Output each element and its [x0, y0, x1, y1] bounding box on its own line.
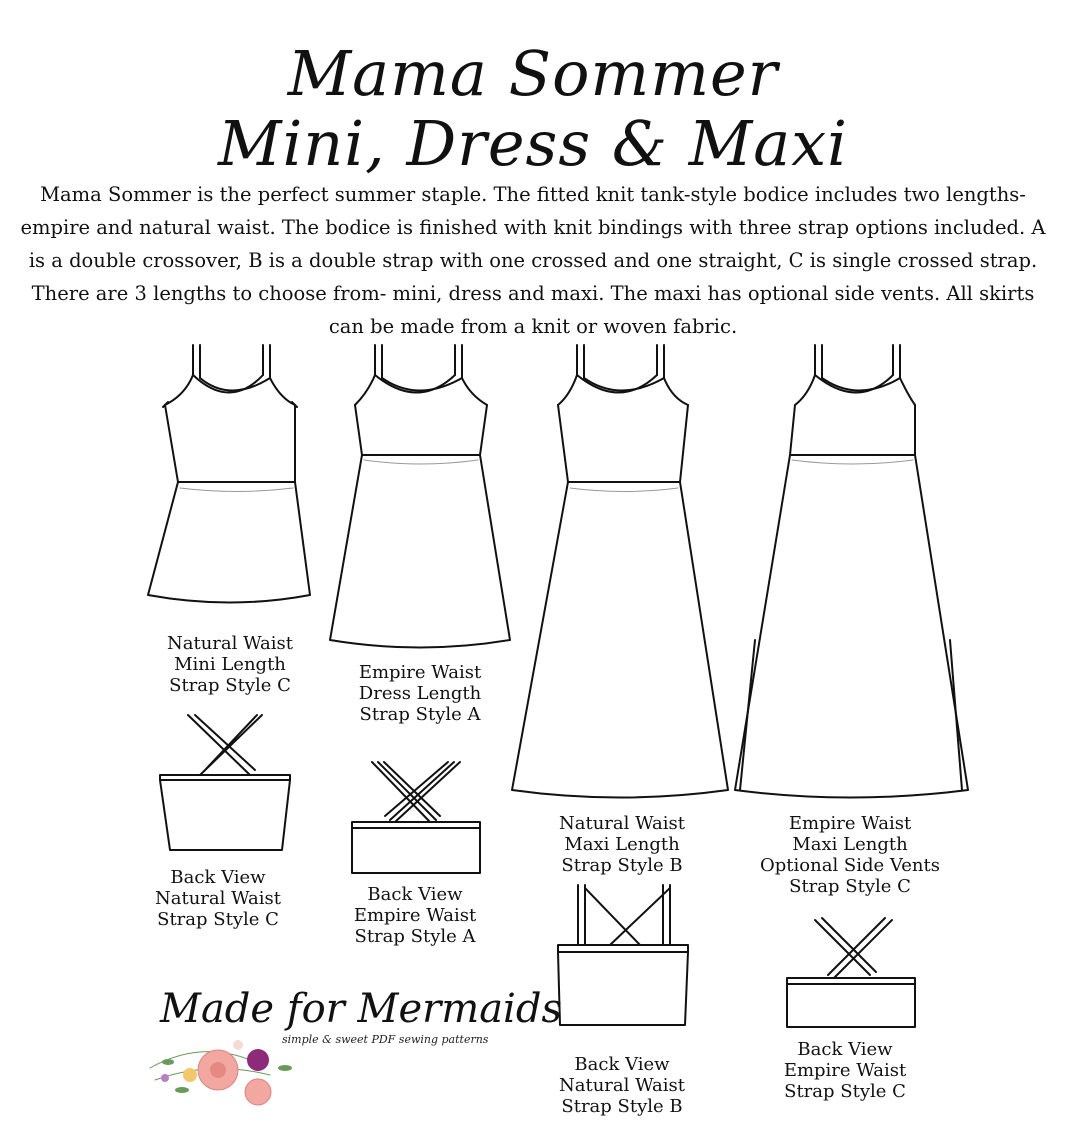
- page-title: Mama Sommer: [287, 37, 779, 110]
- maxi-natural-drawing: [512, 345, 728, 798]
- label-line: Back View: [367, 884, 463, 905]
- back-natural-c-drawing: [160, 715, 290, 850]
- label-back-natural-c: [133, 867, 303, 930]
- label-line: Empire Waist: [783, 1060, 907, 1081]
- dress-empire-drawing: [330, 345, 510, 648]
- label-back-natural-b: [537, 1054, 707, 1117]
- label-line: Empire Waist: [358, 662, 482, 683]
- label-line: Maxi Length: [792, 834, 908, 855]
- brand-tagline: simple & sweet PDF sewing patterns: [282, 1033, 489, 1046]
- label-line: Strap Style C: [789, 876, 911, 897]
- label-line: Strap Style C: [169, 675, 291, 696]
- label-line: Strap Style B: [561, 855, 683, 876]
- brand-logo-name: Made for Mermaids: [160, 986, 562, 1032]
- label-line: Natural Waist: [558, 1075, 686, 1096]
- label-line: Empire Waist: [788, 813, 912, 834]
- flower-bouquet-icon: [150, 1040, 292, 1105]
- label-line: Natural Waist: [166, 633, 294, 654]
- back-natural-b-drawing: [558, 885, 688, 1025]
- page-subtitle: Mini, Dress & Maxi: [217, 107, 848, 180]
- label-line: Back View: [170, 867, 266, 888]
- label-back-empire-c: [760, 1039, 930, 1102]
- label-line: Strap Style A: [359, 704, 481, 725]
- pattern-description: Mama Sommer is the perfect summer staple. The fitted knit tank-style bodice includes two lengths- empire and natural waist. The bodice is finished with knit bindings with three strap options included. A is a double crossover, B is a double strap with one crossed and one straight, C is single crossed strap. There are 3 lengths to choose from- mini, dress and maxi. The maxi has optional side vents. All skirts can be made from a knit or woven fabric.: [20, 183, 1046, 338]
- label-line: Maxi Length: [564, 834, 680, 855]
- label-dress-front: [335, 662, 505, 725]
- maxi-empire-drawing: [735, 345, 968, 798]
- label-line: Back View: [574, 1054, 670, 1075]
- label-maxi-natural-front: [537, 813, 707, 876]
- label-line: Natural Waist: [558, 813, 686, 834]
- label-line: Back View: [797, 1039, 893, 1060]
- label-mini-front: [145, 633, 315, 696]
- mini-dress-drawing: [148, 345, 310, 603]
- label-line: Optional Side Vents: [760, 855, 940, 876]
- label-line: Strap Style C: [157, 909, 279, 930]
- label-line: Strap Style C: [784, 1081, 906, 1102]
- label-line: Mini Length: [174, 654, 286, 675]
- label-line: Strap Style B: [561, 1096, 683, 1117]
- label-line: Strap Style A: [354, 926, 476, 947]
- label-maxi-empire-front: [750, 813, 950, 897]
- back-empire-a-drawing: [352, 762, 480, 873]
- back-empire-c-drawing: [787, 918, 915, 1027]
- label-line: Dress Length: [358, 683, 482, 704]
- label-back-empire-a: [330, 884, 500, 947]
- label-line: Natural Waist: [154, 888, 282, 909]
- label-line: Empire Waist: [353, 905, 477, 926]
